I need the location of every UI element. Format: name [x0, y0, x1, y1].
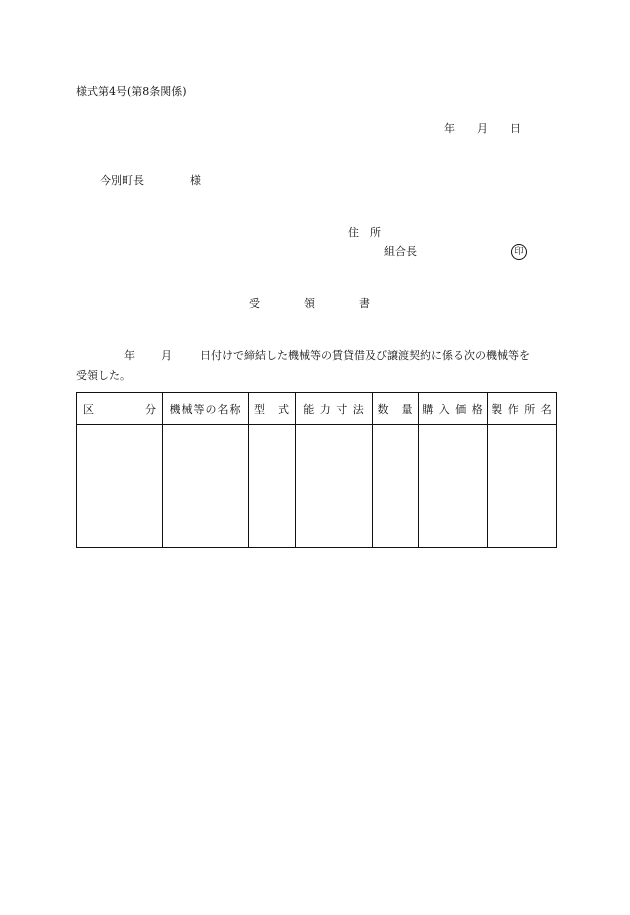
header-manufacturer: 製 作 所 名 [488, 393, 557, 425]
title-char-2: 領 [304, 297, 315, 310]
date-day-label: 日 [510, 122, 521, 135]
cell-capacity-dimensions[interactable] [296, 425, 373, 548]
addressee-honorific: 様 [190, 174, 201, 187]
header-category [77, 393, 163, 425]
table-row [77, 425, 557, 548]
union-chief-label: 組合長 [384, 245, 417, 258]
addressee-name: 今別町長 [100, 174, 144, 187]
body-text-line-2: 受領した。 [76, 369, 131, 382]
address-label [348, 227, 381, 238]
seal-mark-icon: 印 [511, 244, 527, 260]
document-title [249, 298, 370, 309]
date-line [444, 123, 521, 134]
header-capacity-dimensions: 能 力 寸 法 [296, 393, 373, 425]
address-label-char2: 所 [370, 226, 381, 239]
date-year-label: 年 [444, 122, 455, 135]
cell-quantity[interactable] [373, 425, 419, 548]
addressee [100, 175, 201, 186]
header-category-char2: 分 [145, 402, 157, 416]
body-month-label: 月 [161, 349, 172, 362]
cell-model[interactable] [249, 425, 296, 548]
header-machine-name: 機械等の名称 [163, 393, 249, 425]
header-purchase-price: 購 入 価 格 [419, 393, 488, 425]
title-char-3: 書 [359, 297, 370, 310]
header-quantity: 数 量 [373, 393, 419, 425]
body-text-line-1 [124, 350, 530, 361]
header-category-char1: 区 [83, 402, 95, 416]
body-line1-rest: 日付けで締結した機械等の賃貸借及び譲渡契約に係る次の機械等を [200, 349, 530, 362]
body-year-label: 年 [124, 349, 135, 362]
cell-manufacturer[interactable] [488, 425, 557, 548]
table-header-row [77, 393, 557, 425]
cell-purchase-price[interactable] [419, 425, 488, 548]
form-number: 様式第4号(第8条関係) [76, 85, 187, 98]
received-items-table [76, 392, 557, 548]
header-model: 型 式 [249, 393, 296, 425]
address-label-char1: 住 [348, 226, 359, 239]
cell-category[interactable] [77, 425, 163, 548]
cell-machine-name[interactable] [163, 425, 249, 548]
title-char-1: 受 [249, 297, 260, 310]
date-month-label: 月 [477, 122, 488, 135]
